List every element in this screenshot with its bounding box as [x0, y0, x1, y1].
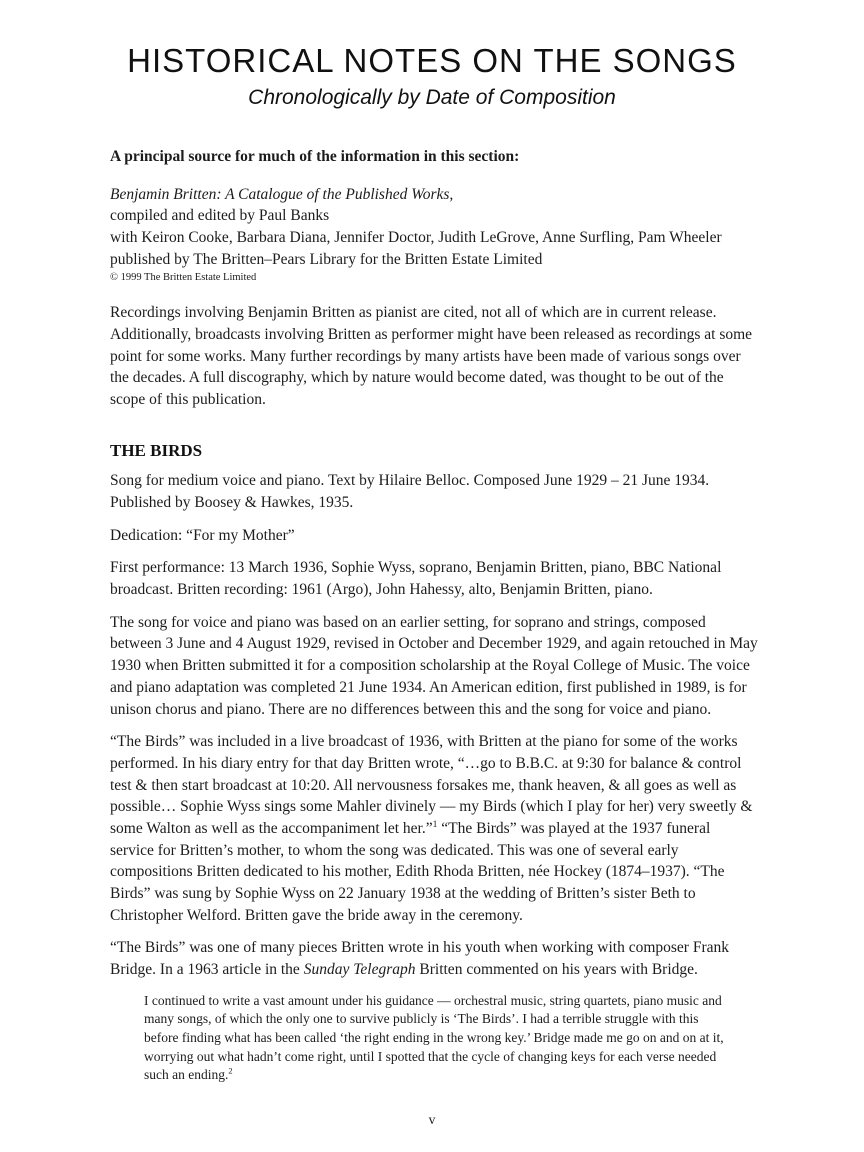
broadcast-text-part1: “The Birds” was included in a live broadcast of 1936, with Britten at the piano for some of the works performed. In his diary entry for that day Britten wrote, “…go to B.B.C. at 9:30 for balance & control test & then start broadcast at 10:20. All nervousness forsakes me, thank heaven, & all goes as well as possible… Sophie Wyss sings some Mahler divinely — my Birds (which I play for her) very sweetly & some Walton as well as the accompaniment let her.”: [110, 733, 753, 837]
source-citation-publisher: published by The Britten–Pears Library for the Britten Estate Limited: [110, 250, 543, 268]
bridge-paragraph: [110, 937, 758, 980]
source-citation-block: [110, 184, 758, 286]
copyright-line: © 1999 The Britten Estate Limited: [110, 272, 257, 284]
first-performance-paragraph: First performance: 13 March 1936, Sophie Wyss, soprano, Benjamin Britten, piano, BBC National broadcast. Britten recording: 1961 (Argo), John Hahessy, alto, Benjamin Britten, piano.: [110, 559, 722, 599]
source-note-heading: A principal source for much of the information in this section:: [110, 148, 520, 165]
page-title: HISTORICAL NOTES ON THE SONGS: [127, 42, 737, 79]
document-body: [0, 110, 864, 1085]
recordings-note-paragraph: Recordings involving Benjamin Britten as pianist are cited, not all of which are in current release. Additionally, broadcasts involving Britten as performer might have been released as recordings at some point for some works. Many further recordings by many artists have been made of various songs over the decades. A full discography, which by nature would become dated, was thought to be out of the scope of this publication.: [110, 304, 753, 408]
source-citation-title: Benjamin Britten: A Catalogue of the Published Works,: [110, 185, 454, 203]
song-description-paragraph: Song for medium voice and piano. Text by Hilaire Belloc. Composed June 1929 – 21 June 1934. Published by Boosey & Hawkes, 1935.: [110, 472, 710, 512]
composition-history-paragraph: The song for voice and piano was based on an earlier setting, for soprano and strings, composed between 3 June and 4 August 1929, revised in October and December 1929, and again retouched in May 1930 when Britten submitted it for a composition scholarship at the Royal College of Music. The voice and piano adaptation was completed 21 June 1934. An American edition, first published in 1989, is for unison chorus and piano. There are no differences between this and the song for voice and piano.: [110, 613, 758, 718]
source-citation-editor: compiled and edited by Paul Banks: [110, 207, 330, 225]
dedication-paragraph: Dedication: “For my Mother”: [110, 526, 295, 544]
footnote-reference-1: 1: [432, 818, 438, 830]
bridge-text-part2: Britten commented on his years with Bridge.: [415, 961, 698, 979]
newspaper-title: Sunday Telegraph: [303, 961, 416, 979]
broadcast-text-part2: “The Birds” was played at the 1937 funeral service for Britten’s mother, to whom the song was dedicated. This was one of several early compositions Britten dedicated to his mother, Edith Rhoda Britten, née Hockey (1874–1937). “The Birds” was sung by Sophie Wyss on 22 January 1938 at the wedding of Britten’s sister Beth to Christopher Welford. Britten gave the bride away in the ceremony.: [110, 819, 725, 924]
britten-quote-text: I continued to write a vast amount under his guidance — orchestral music, string quartets, piano music and many songs, of which the only one to survive publicly is ‘The Birds’. I had a terrible struggle with this before finding what has been called ‘the right ending in the wrong key.’ Bridge made me go on and on at it, worrying out what hadn’t come right, until I spotted that the cycle of changing keys for each verse needed such an ending.: [144, 992, 724, 1083]
broadcast-paragraph: [110, 731, 758, 926]
source-citation-contributors: with Keiron Cooke, Barbara Diana, Jennifer Doctor, Judith LeGrove, Anne Surfling, Pam Wheeler: [110, 229, 722, 247]
bridge-text-part1: “The Birds” was one of many pieces Britten wrote in his youth when working with composer Frank Bridge. In a 1963 article in the: [110, 939, 730, 979]
page-footer: [0, 1112, 864, 1128]
page-subtitle: Chronologically by Date of Composition: [248, 86, 616, 109]
section-heading: THE BIRDS: [110, 440, 203, 460]
britten-quote-block: [144, 992, 728, 1085]
page-number: v: [428, 1112, 436, 1127]
document-header: [0, 0, 864, 110]
footnote-reference-2: 2: [228, 1066, 233, 1076]
